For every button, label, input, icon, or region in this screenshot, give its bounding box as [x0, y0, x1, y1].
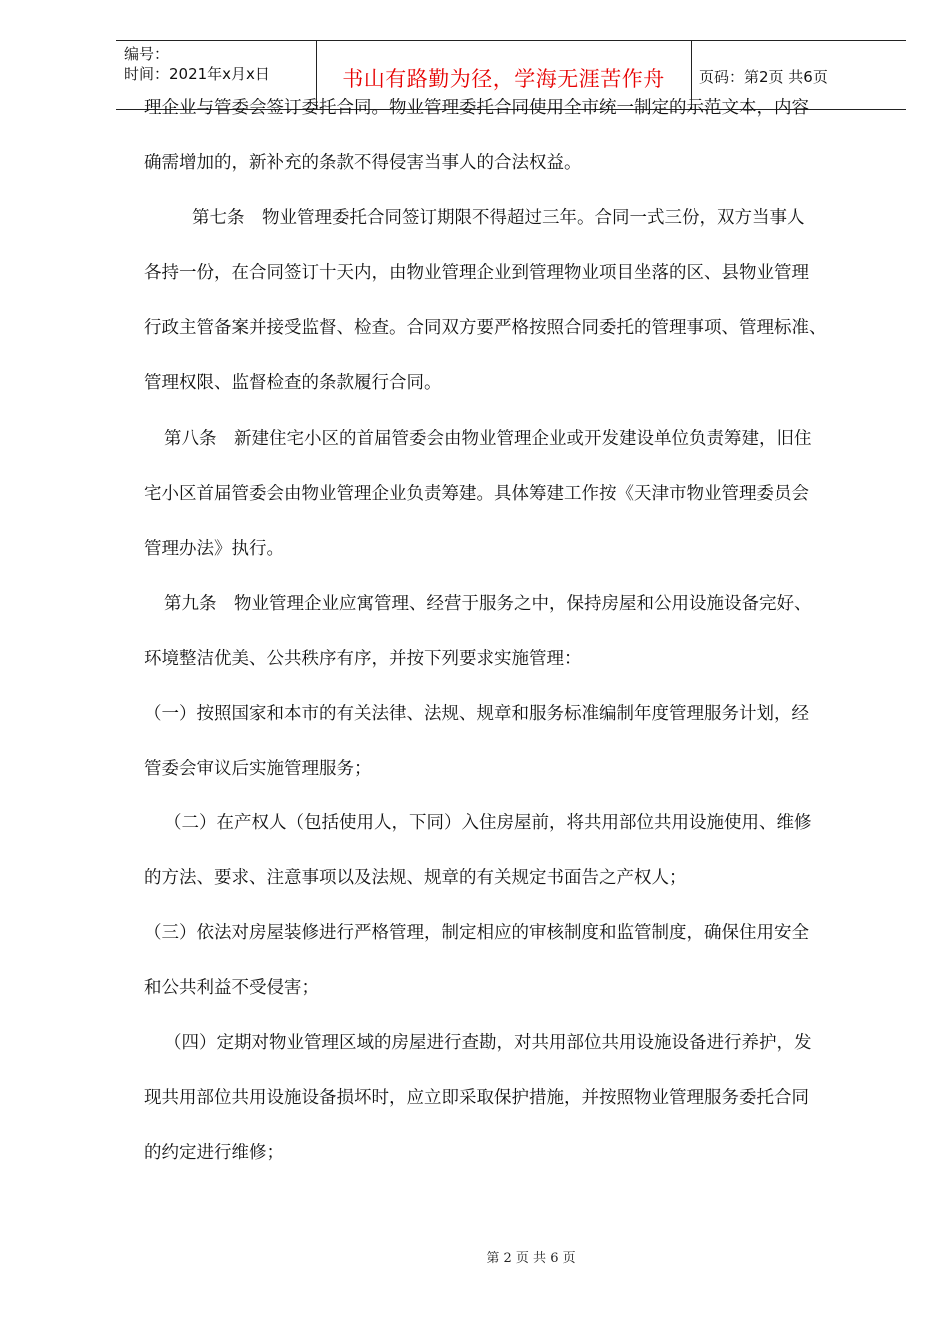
body-line: 的方法、要求、注意事项以及法规、规章的有关规定书面告之产权人； [144, 868, 687, 888]
body-line: 宅小区首届管委会由物业管理企业负责筹建。具体筹建工作按《天津市物业管理委员会 [144, 484, 809, 504]
body-line: 的约定进行维修； [144, 1143, 284, 1163]
motto-text: 书山有路勤为径，学海无涯苦作舟 [342, 67, 665, 91]
body-line: 各持一份，在合同签订十天内，由物业管理企业到管理物业项目坐落的区、县物业管理 [144, 263, 809, 283]
document-number-label: 编号： [124, 45, 170, 63]
body-line: 确需增加的，新补充的条款不得侵害当事人的合法权益。 [144, 153, 582, 173]
body-line: 管理办法》执行。 [144, 539, 284, 559]
body-line: 行政主管备案并接受监督、检查。合同双方要严格按照合同委托的管理事项、管理标准、 [144, 318, 827, 338]
body-line: 和公共利益不受侵害； [144, 978, 319, 998]
body-line: 环境整洁优美、公共秩序有序，并按下列要求实施管理： [144, 649, 582, 669]
body-line: （二）在产权人（包括使用人，下同）入住房屋前，将共用部位共用设施使用、维修 [164, 813, 812, 833]
body-line: （一）按照国家和本市的有关法律、法规、规章和服务标准编制年度管理服务计划，经 [144, 704, 809, 724]
body-line: （四）定期对物业管理区域的房屋进行查勘，对共用部位共用设施设备进行养护，发 [164, 1033, 812, 1053]
body-line: 现共用部位共用设施设备损坏时，应立即采取保护措施，并按照物业管理服务委托合同 [144, 1088, 809, 1108]
body-line: 理企业与管委会签订委托合同。物业管理委托合同使用全市统一制定的示范文本，内容 [144, 98, 809, 118]
body-line: 第八条 新建住宅小区的首届管委会由物业管理企业或开发建设单位负责筹建，旧住 [164, 429, 812, 449]
page-footer: 第 2 页 共 6 页 [486, 1251, 576, 1266]
body-line: 管理权限、监督检查的条款履行合同。 [144, 373, 442, 393]
body-line: （三）依法对房屋装修进行严格管理，制定相应的审核制度和监管制度，确保住用安全 [144, 923, 809, 943]
body-line: 第七条 物业管理委托合同签订期限不得超过三年。合同一式三份，双方当事人 [192, 208, 805, 228]
document-time-label: 时间：2021年x月x日 [124, 65, 270, 83]
body-line: 第九条 物业管理企业应寓管理、经营于服务之中，保持房屋和公用设施设备完好、 [164, 594, 812, 614]
body-line: 管委会审议后实施管理服务； [144, 759, 372, 779]
page-info: 页码：第2页 共6页 [699, 68, 828, 86]
